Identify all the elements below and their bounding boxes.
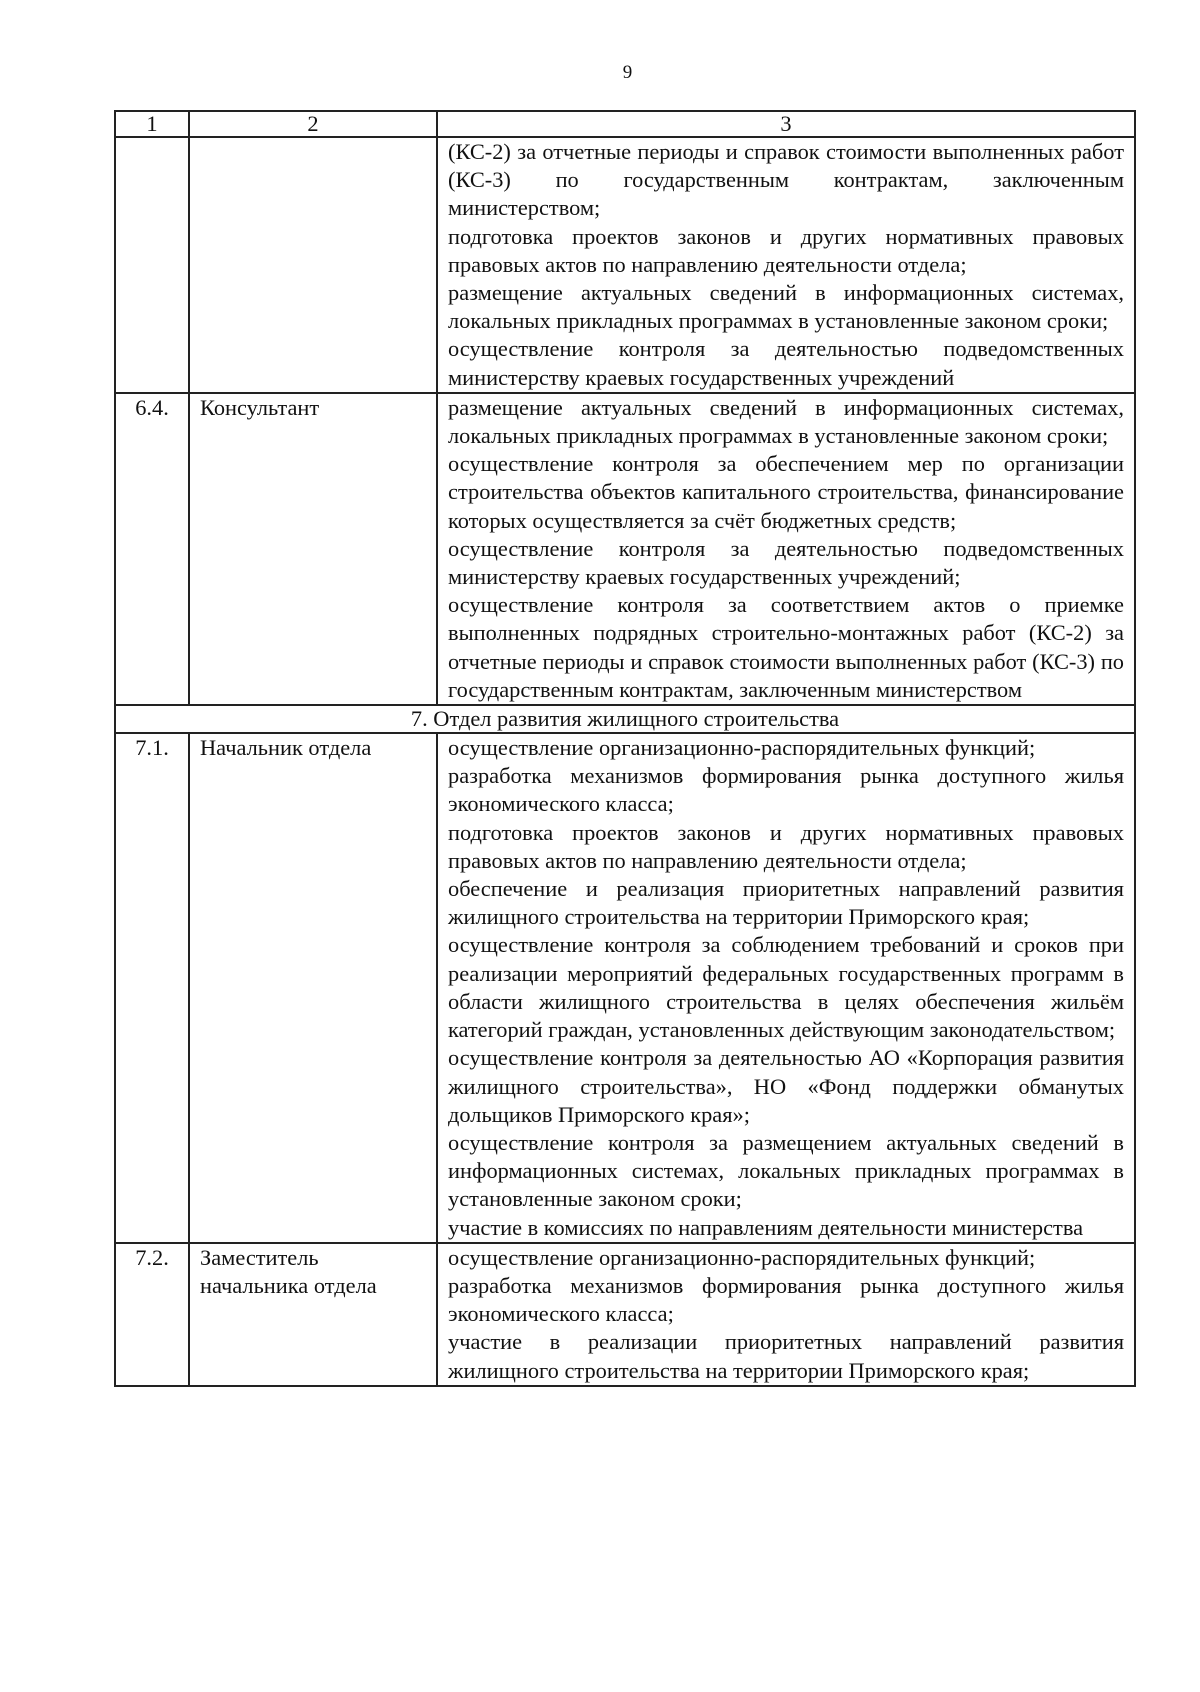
header-col-2: 2	[189, 111, 437, 137]
duty-item: обеспечение и реализация приоритетных направлений развития жилищного строительства на территории Приморского края;	[448, 876, 1124, 930]
section-header-row	[115, 705, 1135, 733]
row-position	[189, 137, 437, 393]
duty-item: разработка механизмов формирования рынка доступного жилья экономического класса;	[448, 1272, 1124, 1327]
duties-table	[114, 110, 1136, 1387]
table-row-continuation	[115, 137, 1135, 393]
header-col-3: 3	[437, 111, 1135, 137]
duty-item: осуществление контроля за обеспечением мер по организации строительства объектов капитального строительства, финансирование которых осуществляется за счёт бюджетных средств;	[448, 451, 1124, 533]
duty-item: осуществление организационно-распорядительных функций;	[448, 735, 1036, 761]
duty-item: осуществление контроля за размещением актуальных сведений в информационных системах, локальных прикладных программах в установленные законом сроки;	[448, 1129, 1124, 1212]
row-duties	[437, 137, 1135, 393]
duty-item: осуществление контроля за деятельностью подведомственных министерству краевых государственных учреждений;	[448, 535, 1124, 590]
row-position: Заместитель начальника отдела	[189, 1243, 437, 1386]
duty-item: участие в реализации приоритетных направлений развития жилищного строительства на территории Приморского края;	[448, 1329, 1124, 1383]
table-row-6-4	[115, 393, 1135, 705]
table-row-7-2	[115, 1243, 1135, 1386]
duty-item: осуществление контроля за соответствием актов о приемке выполненных подрядных строительно-монтажных работ (КС-2) за отчетные периоды и справок стоимости выполненных работ (КС-3) по государственным контрактам, заключенным министерством	[448, 592, 1124, 702]
section-title: 7. Отдел развития жилищного строительства	[115, 705, 1135, 733]
duty-item: подготовка проектов законов и других нормативных правовых правовых актов по направлению деятельности отдела;	[448, 819, 1124, 873]
row-position: Консультант	[189, 393, 437, 705]
duty-item: осуществление контроля за деятельностью АО «Корпорация развития жилищного строительства», НО «Фонд поддержки обманутых дольщиков Приморского края»;	[448, 1045, 1124, 1127]
header-col-1: 1	[115, 111, 189, 137]
duty-item: осуществление контроля за деятельностью подведомственных министерству краевых государственных учреждений	[448, 336, 1124, 390]
duty-item: осуществление контроля за соблюдением требований и сроков при реализации мероприятий федеральных государственных программ в области жилищного строительства в целях обеспечения жильём категорий граждан, установленных действующим законодательством;	[448, 932, 1124, 1043]
row-number	[115, 137, 189, 393]
row-position: Начальник отдела	[189, 733, 437, 1243]
row-number: 7.1.	[115, 733, 189, 1243]
row-number: 6.4.	[115, 393, 189, 705]
row-number: 7.2.	[115, 1243, 189, 1386]
table-header-row	[115, 111, 1135, 137]
duty-item: разработка механизмов формирования рынка доступного жилья экономического класса;	[448, 763, 1124, 817]
duty-item: участие в комиссиях по направлениям деятельности министерства	[448, 1214, 1084, 1240]
duty-item: размещение актуальных сведений в информационных системах, локальных прикладных программах в установленные законом сроки;	[448, 394, 1124, 449]
duty-item: осуществление организационно-распорядительных функций;	[448, 1244, 1036, 1270]
table-row-7-1	[115, 733, 1135, 1243]
row-duties	[437, 1243, 1135, 1386]
page-number: 9	[622, 62, 633, 83]
row-duties	[437, 393, 1135, 705]
duty-item: (КС-2) за отчетные периоды и справок стоимости выполненных работ (КС-3) по государственным контрактам, заключенным министерством;	[448, 139, 1124, 221]
row-duties	[437, 733, 1135, 1243]
duty-item: размещение актуальных сведений в информационных системах, локальных прикладных программах в установленные законом сроки;	[448, 280, 1124, 334]
duty-item: подготовка проектов законов и других нормативных правовых правовых актов по направлению деятельности отдела;	[448, 223, 1124, 277]
